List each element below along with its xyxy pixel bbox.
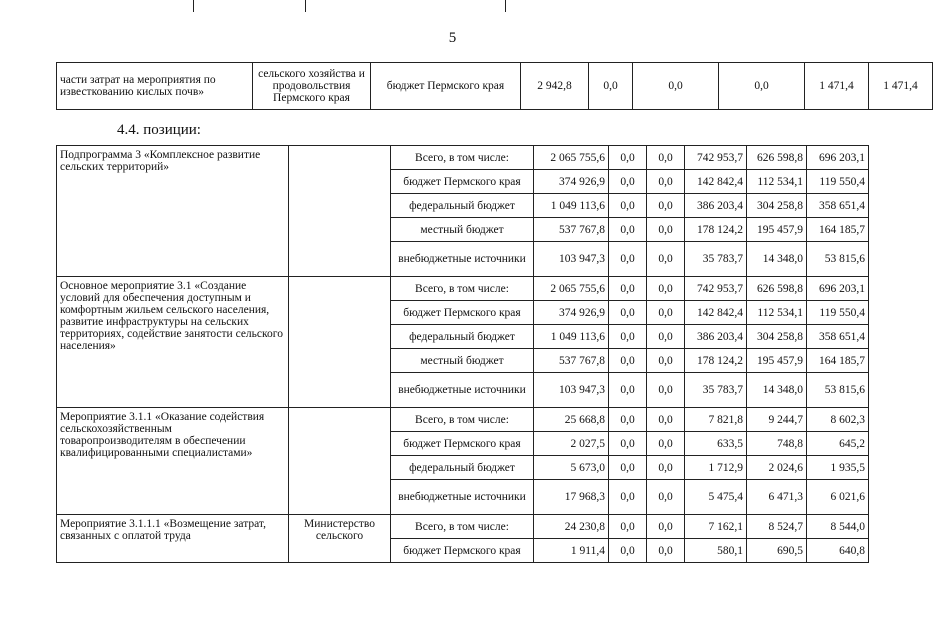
funding-source: бюджет Пермского края: [391, 432, 534, 456]
value-cell: 742 953,7: [685, 146, 747, 170]
value-cell: 0,0: [609, 432, 647, 456]
value-cell: 0,0: [647, 194, 685, 218]
value-cell: 386 203,4: [685, 325, 747, 349]
value-cell: 0,0: [647, 349, 685, 373]
funding-source: внебюджетные источники: [391, 373, 534, 408]
value-cell: 0,0: [719, 63, 805, 110]
value-cell: 6 471,3: [747, 480, 807, 515]
value-cell: 0,0: [609, 373, 647, 408]
value-cell: 626 598,8: [747, 277, 807, 301]
value-cell: 1 049 113,6: [534, 194, 609, 218]
value-cell: 0,0: [609, 480, 647, 515]
top-continuation-table: [56, 62, 933, 110]
value-cell: 1 911,4: [534, 539, 609, 563]
value-cell: 633,5: [685, 432, 747, 456]
value-cell: 645,2: [807, 432, 869, 456]
value-cell: 1 049 113,6: [534, 325, 609, 349]
value-cell: 374 926,9: [534, 170, 609, 194]
value-cell: 0,0: [589, 63, 633, 110]
value-cell: 696 203,1: [807, 277, 869, 301]
funding-source: Всего, в том числе:: [391, 277, 534, 301]
value-cell: 0,0: [647, 432, 685, 456]
value-cell: 1 471,4: [805, 63, 869, 110]
executor-cell: [289, 277, 391, 408]
funding-source: федеральный бюджет: [391, 456, 534, 480]
value-cell: 0,0: [647, 515, 685, 539]
value-cell: 8 602,3: [807, 408, 869, 432]
executor-cell: Министерство сельского: [289, 515, 391, 563]
value-cell: 112 534,1: [747, 301, 807, 325]
value-cell: 53 815,6: [807, 373, 869, 408]
value-cell: 0,0: [609, 301, 647, 325]
value-cell: 5 673,0: [534, 456, 609, 480]
value-cell: 103 947,3: [534, 373, 609, 408]
value-cell: 0,0: [647, 373, 685, 408]
value-cell: 0,0: [609, 242, 647, 277]
measure-description: части затрат на мероприятия по известкованию кислых почв»: [57, 63, 253, 110]
top-table-divider: [505, 0, 506, 12]
value-cell: 640,8: [807, 539, 869, 563]
value-cell: 358 651,4: [807, 325, 869, 349]
value-cell: 0,0: [609, 194, 647, 218]
value-cell: 8 544,0: [807, 515, 869, 539]
value-cell: 2 942,8: [521, 63, 589, 110]
measure-description: Мероприятие 3.1.1 «Оказание содействия сельскохозяйственным товаропроизводителям в обеспечении квалифицированными специалистами»: [57, 408, 289, 515]
funding-source: бюджет Пермского края: [391, 170, 534, 194]
measure-description: Мероприятие 3.1.1.1 «Возмещение затрат, связанных с оплатой труда: [57, 515, 289, 563]
funding-source: Всего, в том числе:: [391, 515, 534, 539]
table-row: [57, 146, 869, 170]
value-cell: 35 783,7: [685, 242, 747, 277]
section-heading: 4.4. позиции:: [117, 122, 201, 138]
value-cell: 0,0: [647, 539, 685, 563]
value-cell: 304 258,8: [747, 194, 807, 218]
value-cell: 142 842,4: [685, 170, 747, 194]
value-cell: 112 534,1: [747, 170, 807, 194]
value-cell: 626 598,8: [747, 146, 807, 170]
value-cell: 696 203,1: [807, 146, 869, 170]
value-cell: 5 475,4: [685, 480, 747, 515]
page-number: 5: [448, 30, 457, 46]
value-cell: 119 550,4: [807, 301, 869, 325]
value-cell: 9 244,7: [747, 408, 807, 432]
table-row: [57, 408, 869, 432]
value-cell: 0,0: [647, 325, 685, 349]
value-cell: 0,0: [647, 146, 685, 170]
value-cell: 7 821,8: [685, 408, 747, 432]
value-cell: 0,0: [609, 146, 647, 170]
value-cell: 0,0: [609, 408, 647, 432]
funding-source: Всего, в том числе:: [391, 408, 534, 432]
value-cell: 35 783,7: [685, 373, 747, 408]
value-cell: 374 926,9: [534, 301, 609, 325]
funding-source: бюджет Пермского края: [371, 63, 521, 110]
value-cell: 304 258,8: [747, 325, 807, 349]
executor-cell: [289, 408, 391, 515]
value-cell: 742 953,7: [685, 277, 747, 301]
funding-source: местный бюджет: [391, 349, 534, 373]
value-cell: 178 124,2: [685, 218, 747, 242]
value-cell: 2 065 755,6: [534, 277, 609, 301]
value-cell: 0,0: [647, 301, 685, 325]
table-row: [57, 277, 869, 301]
value-cell: 0,0: [647, 242, 685, 277]
executor-cell: [289, 146, 391, 277]
executor-cell: сельского хозяйства и продовольствия Пермского края: [253, 63, 371, 110]
funding-source: местный бюджет: [391, 218, 534, 242]
value-cell: 119 550,4: [807, 170, 869, 194]
value-cell: 25 668,8: [534, 408, 609, 432]
value-cell: 0,0: [647, 218, 685, 242]
value-cell: 580,1: [685, 539, 747, 563]
value-cell: 1 471,4: [869, 63, 933, 110]
funding-source: внебюджетные источники: [391, 480, 534, 515]
value-cell: 195 457,9: [747, 349, 807, 373]
measure-description: Основное мероприятие 3.1 «Создание условий для обеспечения доступным и комфортным жильем сельского населения, развитие инфраструктуры на сельских территориях, содействие занятости сельского населения»: [57, 277, 289, 408]
value-cell: 14 348,0: [747, 373, 807, 408]
value-cell: 0,0: [647, 277, 685, 301]
value-cell: 178 124,2: [685, 349, 747, 373]
value-cell: 537 767,8: [534, 218, 609, 242]
value-cell: 164 185,7: [807, 218, 869, 242]
value-cell: 2 024,6: [747, 456, 807, 480]
table-row: [57, 63, 933, 110]
value-cell: 0,0: [609, 349, 647, 373]
value-cell: 386 203,4: [685, 194, 747, 218]
value-cell: 103 947,3: [534, 242, 609, 277]
funding-source: бюджет Пермского края: [391, 301, 534, 325]
value-cell: 0,0: [609, 539, 647, 563]
value-cell: 1 935,5: [807, 456, 869, 480]
value-cell: 0,0: [647, 408, 685, 432]
value-cell: 0,0: [609, 515, 647, 539]
value-cell: 7 162,1: [685, 515, 747, 539]
value-cell: 142 842,4: [685, 301, 747, 325]
value-cell: 14 348,0: [747, 242, 807, 277]
value-cell: 0,0: [609, 456, 647, 480]
value-cell: 0,0: [609, 277, 647, 301]
top-table-divider: [305, 0, 306, 12]
funding-source: бюджет Пермского края: [391, 539, 534, 563]
value-cell: 0,0: [609, 325, 647, 349]
value-cell: 195 457,9: [747, 218, 807, 242]
funding-source: федеральный бюджет: [391, 194, 534, 218]
funding-source: федеральный бюджет: [391, 325, 534, 349]
measure-description: Подпрограмма 3 «Комплексное развитие сельских территорий»: [57, 146, 289, 277]
value-cell: 0,0: [647, 170, 685, 194]
funding-source: внебюджетные источники: [391, 242, 534, 277]
value-cell: 17 968,3: [534, 480, 609, 515]
value-cell: 537 767,8: [534, 349, 609, 373]
top-table-divider: [193, 0, 194, 12]
value-cell: 8 524,7: [747, 515, 807, 539]
value-cell: 164 185,7: [807, 349, 869, 373]
value-cell: 690,5: [747, 539, 807, 563]
value-cell: 0,0: [633, 63, 719, 110]
funding-source: Всего, в том числе:: [391, 146, 534, 170]
value-cell: 0,0: [647, 480, 685, 515]
value-cell: 53 815,6: [807, 242, 869, 277]
value-cell: 0,0: [609, 218, 647, 242]
value-cell: 6 021,6: [807, 480, 869, 515]
value-cell: 0,0: [609, 170, 647, 194]
value-cell: 1 712,9: [685, 456, 747, 480]
value-cell: 748,8: [747, 432, 807, 456]
table-row: [57, 515, 869, 539]
value-cell: 2 065 755,6: [534, 146, 609, 170]
funding-table: [56, 145, 869, 563]
value-cell: 24 230,8: [534, 515, 609, 539]
value-cell: 358 651,4: [807, 194, 869, 218]
value-cell: 0,0: [647, 456, 685, 480]
value-cell: 2 027,5: [534, 432, 609, 456]
